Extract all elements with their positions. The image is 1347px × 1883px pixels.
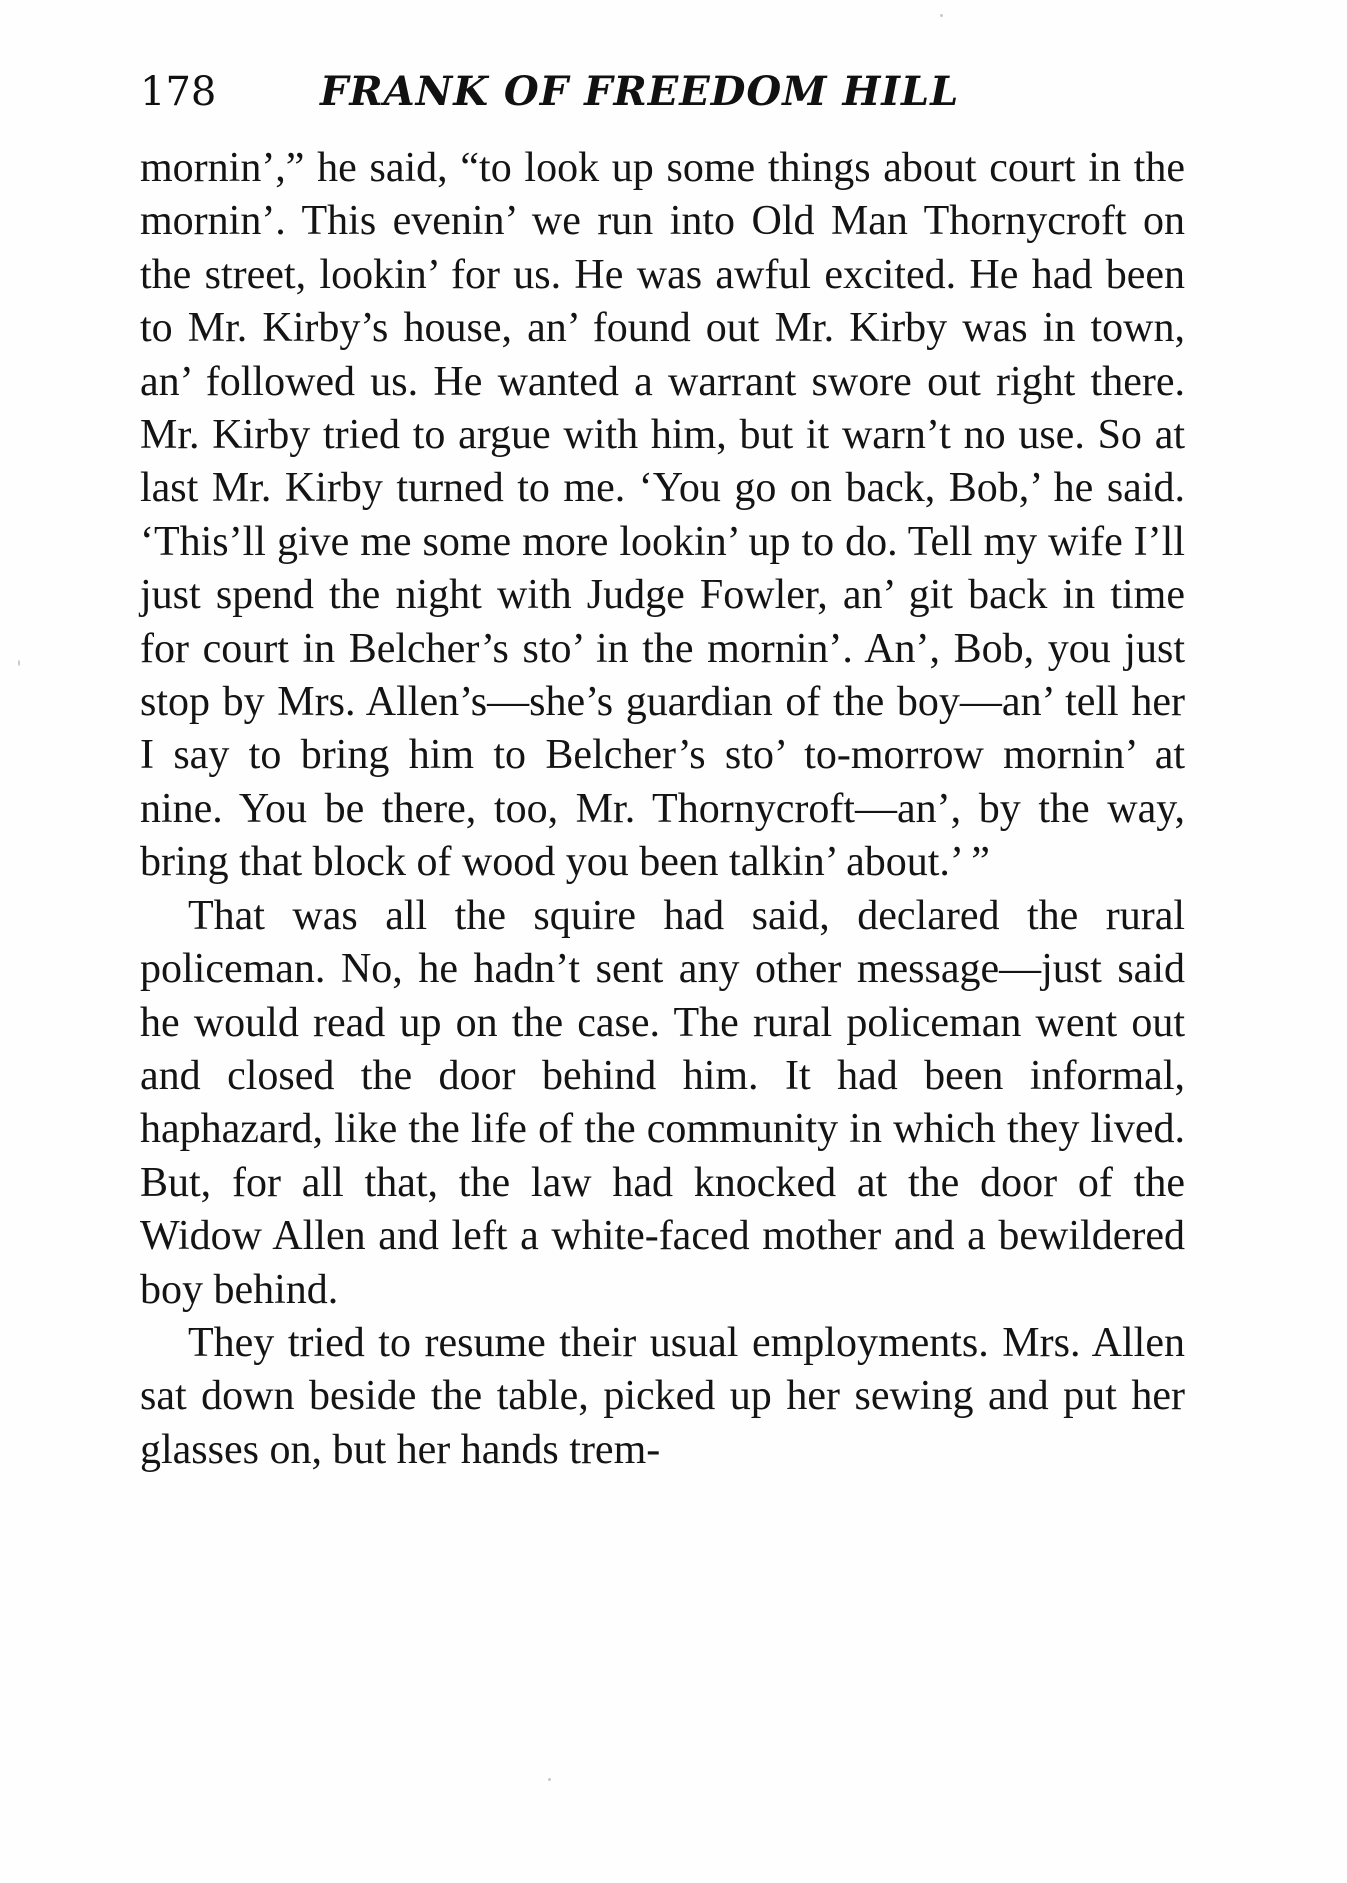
- page-number: 178: [140, 69, 217, 115]
- paragraph: mornin’,” he said, “to look up some things about court in the mornin’. This evenin’ we run into Old Man Thornycroft on the street, lookin’ for us. He was awful excited. He had been to Mr. Kirby’s house, an’ found out Mr. Kirby was in town, an’ followed us. He wanted a warrant swore out right there. Mr. Kirby tried to argue with him, but it warn’t no use. So at last Mr. Kirby turned to me. ‘You go on back, Bob,’ he said. ‘This’ll give me some more lookin’ up to do. Tell my wife I’ll just spend the night with Judge Fowler, an’ git back in time for court in Belcher’s sto’ in the mornin’. An’, Bob, you just stop by Mrs. Allen’s—she’s guardian of the boy—an’ tell her I say to bring him to Belcher’s sto’ to-morrow mornin’ at nine. You be there, too, Mr. Thornycroft—an’, by the way, bring that block of wood you been talkin’ about.’ ”: [140, 145, 1185, 886]
- paper-speck: [548, 1778, 551, 1781]
- body-text: [140, 142, 1185, 1477]
- running-title: FRANK OF FREEDOM HILL: [320, 68, 960, 115]
- paper-speck: [18, 660, 20, 666]
- paper-speck: [940, 14, 943, 17]
- paragraph: They tried to resume their usual employments. Mrs. Allen sat down beside the table, picked up her sewing and put her glasses on, but her hands trem-: [140, 1319, 1185, 1473]
- paragraph: That was all the squire had said, declared the rural policeman. No, he hadn’t sent any other message—just said he would read up on the case. The rural policeman went out and closed the door behind him. It had been informal, haphazard, like the life of the community in which they lived. But, for all that, the law had knocked at the door of the Widow Allen and left a white-faced mother and a bewildered boy behind.: [140, 892, 1185, 1313]
- page-header: [140, 62, 1185, 122]
